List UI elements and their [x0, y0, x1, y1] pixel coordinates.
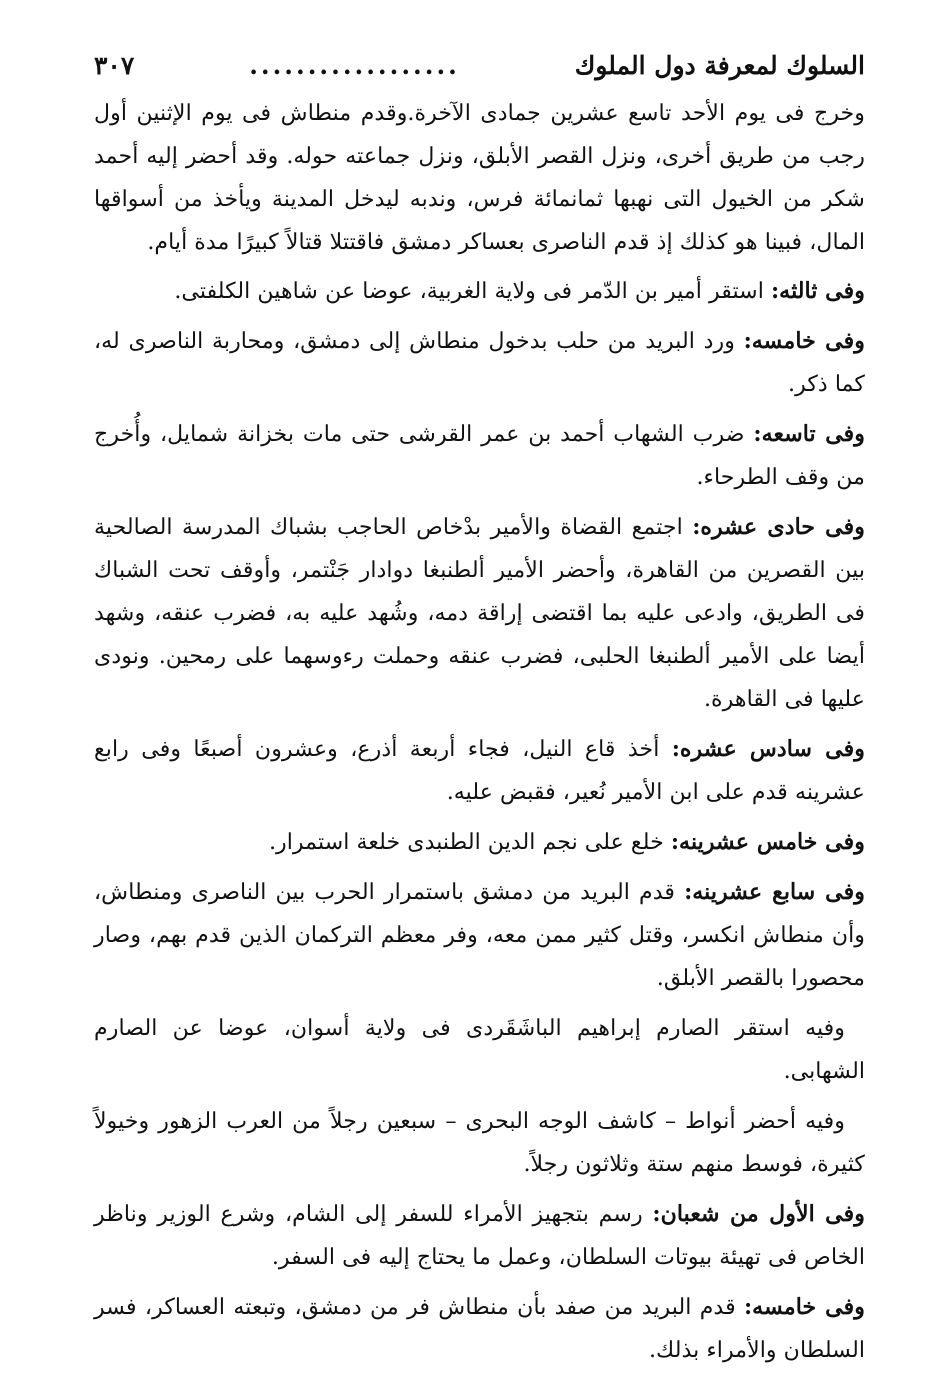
book-title: السلوك لمعرفة دول الملوك: [574, 51, 865, 80]
paragraph-text: قدم البريد من دمشق باستمرار الحرب بين الناصرى ومنطاش، وأن منطاش انكسر، وقتل كثير ممن معه، وفر معظم التركمان الذين قدم بهم، وصار محصورا بالقصر الأبلق.: [94, 879, 865, 991]
paragraph-lead: وفى خامس عشرينه:: [670, 829, 865, 855]
paragraph: [94, 92, 865, 264]
paragraph-text: رسم بتجهيز الأمراء للسفر إلى الشام، وشرع الوزير وناظر الخاص فى تهيئة بيوتات السلطان، وعمل ما يحتاج إليه فى السفر.: [94, 1201, 865, 1270]
paragraph-text: ضرب الشهاب أحمد بن عمر القرشى حتى مات بخزانة شمايل، وأُخرج من وقف الطرحاء.: [94, 421, 865, 490]
page-number: ٣٠٧: [94, 51, 135, 80]
paragraph: [94, 270, 865, 313]
paragraph: [94, 413, 865, 499]
paragraph-text: أخذ قاع النيل، فجاء أربعة أذرع، وعشرون أصبعًا وفى رابع عشرينه قدم على ابن الأمير نُعير، فقبض عليه.: [94, 736, 865, 805]
paragraph-lead: وفى خامسه:: [743, 328, 865, 354]
paragraph: [94, 320, 865, 406]
paragraph: [94, 506, 865, 721]
paragraph-text: اجتمع القضاة والأمير بدْخاص الحاجب بشباك المدرسة الصالحية بين القصرين من القاهرة، وأحضر الأمير ألطنبغا دوادار جَنْتمر، وأوقف تحت الشباك فى الطريق، وادعى عليه بما اقتضى إراقة دمه، وشُهد عليه به، فضرب عنقه، وشهد أيضا على الأمير ألطنبغا الحلبى، فضرب عنقه وحملت رءوسهما على رمحين. ونودى عليها فى القاهرة.: [94, 514, 865, 712]
paragraph: [94, 1286, 865, 1372]
paragraph-text: وفيه استقر الصارم إبراهيم الباشَقَردى فى ولاية أسوان، عوضا عن الصارم الشهابى.: [94, 1015, 865, 1084]
paragraph-lead: وفى خامسه:: [743, 1294, 865, 1320]
paragraph-text: وخرج فى يوم الأحد تاسع عشرين جمادى الآخرة.وقدم منطاش فى يوم الإثنين أول رجب من طريق أخرى، ونزل القصر الأبلق، ونزل جماعته حوله. وقد أحضر إليه أحمد شكر من الخيول التى نهبها ثمانمائة فرس، وندبه ليدخل المدينة ويأخذ من أسواقها المال، فبينا هو كذلك إذ قدم الناصرى بعساكر دمشق فاقتتلا قتالاً كبيرًا مدة أيام.: [94, 100, 865, 255]
leader-dots: ..................: [249, 51, 460, 80]
paragraph: [94, 1100, 865, 1186]
paragraph-lead: وفى حادى عشره:: [692, 514, 865, 540]
paragraph-lead: وفى سابع عشرينه:: [684, 879, 865, 905]
paragraph-text: خلع على نجم الدين الطنبدى خلعة استمرار.: [269, 829, 671, 855]
paragraph: [94, 871, 865, 1000]
paragraph-text: استقر أمير بن الدّمر فى ولاية الغربية، عوضا عن شاهين الكلفتى.: [174, 278, 771, 304]
paragraph: [94, 821, 865, 864]
paragraph: [94, 728, 865, 814]
paragraph: [94, 1007, 865, 1093]
paragraph-lead: وفى ثالثه:: [770, 278, 865, 304]
paragraph-text: قدم البريد من صفد بأن منطاش فر من دمشق، وتبعته العساكر، فسر السلطان والأمراء بذلك.: [94, 1294, 865, 1363]
paragraph-lead: وفى تاسعه:: [753, 421, 866, 447]
paragraph-lead: وفى الأول من شعبان:: [652, 1201, 865, 1227]
running-header: [94, 40, 865, 92]
paragraph-lead: وفى سادس عشره:: [671, 736, 865, 762]
page-body: [94, 92, 865, 1372]
paragraph: [94, 1193, 865, 1279]
paragraph-text: وفيه أحضر أنواط – كاشف الوجه البحرى – سبعين رجلاً من العرب الزهور وخيولاً كثيرة، فوسط منهم ستة وثلاثون رجلاً.: [94, 1108, 865, 1177]
paragraph-text: ورد البريد من حلب بدخول منطاش إلى دمشق، ومحاربة الناصرى له، كما ذكر.: [94, 328, 865, 397]
